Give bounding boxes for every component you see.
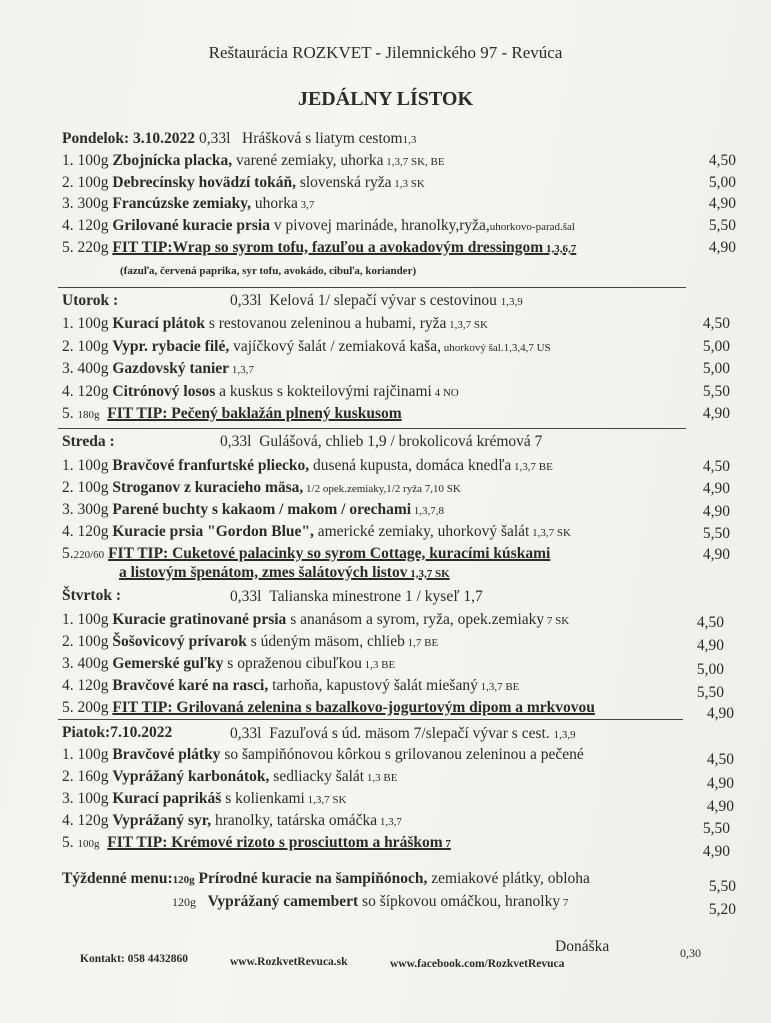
item-allergens: 1,3 SK (391, 178, 425, 190)
soup (220, 433, 542, 451)
item-allergens: uhorkový šal.1,3,4,7 US (440, 342, 551, 354)
item-number: 1. (62, 746, 74, 763)
item-price: 5,50 (696, 684, 724, 701)
item-allergens: 1,3,7 SK (304, 794, 347, 806)
item-price: 4,50 (702, 458, 730, 475)
item-number: 3. (62, 195, 74, 212)
item-price: 4,90 (706, 705, 734, 722)
item-allergens: 1,3 BE (364, 772, 398, 784)
item-name: Citrónový losos (112, 383, 216, 400)
item-name: Šošovicový prívarok (112, 633, 247, 650)
weekly-menu-item (172, 893, 568, 911)
weekly-menu-item (62, 870, 590, 888)
day-tuesday (62, 292, 118, 310)
item-allergens: 1,3,7 SK (407, 568, 450, 580)
item-name: Vyprážaný syr, (112, 812, 212, 829)
item-desc: so šípkovou omáčkou, hranolky (358, 893, 561, 910)
item-number: 3. (62, 655, 74, 672)
item-number: 4. (62, 523, 74, 540)
item-size: 100g (77, 633, 109, 650)
item-desc: zemiakové plátky, obloha (427, 870, 590, 887)
restaurant-header: Reštaurácia ROZKVET - Jilemnického 97 - Revúca (208, 43, 563, 62)
item-size: 100g (77, 479, 109, 496)
item-price: 4,50 (702, 315, 730, 332)
item-desc: s údeným mäsom, chlieb (246, 633, 405, 650)
item-size: 220/60 (73, 549, 105, 561)
menu-item (62, 217, 575, 235)
section-divider (58, 428, 686, 429)
menu-item (62, 315, 488, 333)
menu-item (62, 611, 569, 629)
item-price: 5,50 (702, 383, 730, 400)
item-number: 1. (62, 611, 74, 628)
item-desc: 1/2 opek.zemiaky,1/2 ryža (303, 483, 422, 495)
item-price: 4,90 (706, 798, 734, 815)
item-size: 100g (77, 315, 109, 332)
menu-item (62, 812, 402, 830)
item-name: Gemerské guľky (112, 655, 224, 672)
item-desc: s opraženou cibuľkou (223, 655, 362, 672)
menu-item (62, 360, 254, 378)
item-size: 120g (77, 812, 109, 829)
soup-name: Hrášková s liatym cestom (242, 130, 403, 147)
item-size: 100g (77, 611, 109, 628)
item-name: Kurací paprikáš (112, 790, 222, 807)
day-monday (62, 130, 416, 148)
soup (230, 292, 523, 310)
facebook-link[interactable]: www.facebook.com/RozkvetRevuca (390, 958, 565, 970)
menu-item (62, 338, 551, 356)
soup-allergens: 1,3,9 (500, 296, 523, 308)
item-name: Kuracie prsia "Gordon Blue", (112, 523, 314, 540)
item-price: 4,90 (702, 503, 730, 520)
item-size: 180g (77, 409, 100, 421)
item-desc: so šampiňónovou kôrkou s grilovanou zeleninou a pečené (220, 746, 584, 763)
item-allergens: 7 SK (544, 615, 570, 627)
item-name: Parené buchty s kakaom / makom / orechami (112, 501, 412, 518)
menu-item (62, 677, 519, 695)
menu-item-fit-tip (62, 545, 550, 563)
soup-allergens: 1,3 (402, 134, 417, 146)
item-desc: vajíčkový šalát / zemiaková kaša, (229, 338, 441, 355)
menu-item (62, 790, 346, 808)
soup-allergens: 1,3,9 (553, 729, 576, 741)
fit-tip-note: (fazuľa, červená paprika, syr tofu, avokádo, cibuľa, koriander) (120, 265, 417, 277)
item-price: 5,00 (702, 338, 730, 355)
item-name: FIT TIP: Grilovaná zelenina s bazalkovo-jogurtovým dipom a mrkvovou (112, 699, 595, 716)
item-number: 5. (62, 545, 74, 562)
menu-item (62, 523, 571, 541)
soup-name: Kelová 1/ slepačí vývar s cestovinou (269, 292, 497, 309)
item-name: Bravčové franfurtské pliecko, (112, 457, 310, 474)
item-size: 220g (77, 239, 109, 256)
item-number: 4. (62, 677, 74, 694)
item-number: 4. (62, 217, 74, 234)
item-name: Kurací plátok (112, 315, 205, 332)
item-price: 4,90 (708, 239, 736, 256)
item-allergens: 4 NO (431, 387, 459, 399)
soup-size: 0,33l (230, 292, 262, 309)
soup (230, 725, 576, 743)
item-name: Gazdovský tanier (112, 360, 230, 377)
menu-item (62, 746, 584, 764)
item-number: 2. (62, 174, 74, 191)
item-desc: varené zemiaky, uhorka (232, 152, 384, 169)
soup-size: 0,33l (220, 433, 252, 450)
item-size: 100g (77, 838, 100, 850)
menu-item-fit-tip (62, 239, 576, 257)
item-number: 5. (62, 405, 74, 422)
item-size: 160g (77, 768, 109, 785)
item-size: 120g (77, 523, 109, 540)
contact-phone: Kontakt: 058 4432860 (80, 953, 188, 965)
item-size: 300g (77, 195, 109, 212)
item-name: FIT TIP:Wrap so syrom tofu, fazuľou a avokadovým dressingom (112, 239, 544, 256)
menu-item (62, 152, 445, 170)
item-number: 2. (62, 768, 74, 785)
menu-item (62, 633, 438, 651)
soup-name: Fazuľová s úd. mäsom 7/slepačí vývar s cest. (269, 725, 550, 742)
item-desc: uhorka (251, 195, 298, 212)
day-label: Utorok : (62, 292, 119, 309)
menu-item-fit-tip (62, 834, 451, 852)
item-name: Zbojnícka placka, (112, 152, 233, 169)
item-price: 5,50 (702, 525, 730, 542)
menu-item-fit-tip-line2 (119, 564, 450, 582)
item-allergens: 1,3,7 SK (446, 319, 488, 331)
item-allergens: 1,3,7 SK, BE (383, 156, 445, 168)
item-allergens: 3,7 (297, 199, 315, 211)
item-desc: americké zemiaky, uhorkový šalát (313, 523, 530, 540)
item-number: 5. (62, 239, 74, 256)
item-number: 2. (62, 633, 74, 650)
item-desc: sedliacky šalát (269, 768, 365, 785)
website-link[interactable]: www.RozkvetRevuca.sk (230, 956, 348, 968)
item-size: 300g (77, 501, 109, 518)
item-allergens: 1,3,7,8 (411, 505, 445, 517)
item-price: 4,90 (702, 843, 730, 860)
day-label: Štvrtok : (62, 587, 121, 604)
soup-size: 0,33l (230, 725, 262, 742)
item-number: 5. (62, 834, 74, 851)
item-price: 5,00 (696, 661, 724, 678)
item-number: 3. (62, 360, 74, 377)
delivery-price: 0,30 (680, 946, 701, 960)
item-allergens: 1,3,7 SK (529, 527, 571, 539)
item-price: 4,90 (706, 775, 734, 792)
item-number: 3. (62, 790, 74, 807)
section-divider (58, 719, 683, 720)
item-size: 120g (172, 874, 195, 886)
item-desc: tarhoňa, kapustový šalát miešaný (268, 677, 478, 694)
item-price: 5,50 (708, 878, 736, 895)
item-price: 5,50 (708, 217, 736, 234)
item-name: Grilované kuracie prsia (112, 217, 270, 234)
item-size: 100g (77, 338, 109, 355)
item-name: Vyprážaný karbonátok, (112, 768, 270, 785)
item-price: 4,90 (696, 637, 724, 654)
soup-name: Gulášová, chlieb 1,9 / brokolicová krémová 7 (259, 433, 543, 450)
item-allergens: 7 (560, 897, 569, 909)
item-desc: s kolienkami (221, 790, 305, 807)
delivery-label: Donáška (555, 938, 610, 955)
menu-item (62, 479, 461, 497)
item-allergens: 7,10 SK (421, 483, 461, 495)
item-name: FIT TIP: Pečený baklažán plnený kuskusom (107, 405, 402, 422)
item-price: 4,50 (708, 152, 736, 169)
item-price: 5,50 (702, 820, 730, 837)
item-name: Prírodné kuracie na šampiňónoch, (198, 870, 428, 887)
weekly-label: Týždenné menu: (62, 870, 173, 887)
item-price: 5,00 (708, 174, 736, 191)
item-name: Kuracie gratinované prsia (112, 611, 287, 628)
item-price: 4,50 (706, 751, 734, 768)
item-name: Francúzske zemiaky, (112, 195, 251, 212)
item-desc: slovenská ryža (295, 174, 392, 191)
item-size: 400g (77, 360, 109, 377)
item-size: 200g (77, 699, 109, 716)
item-allergens: 1,3,7 BE (511, 461, 553, 473)
menu-item (62, 195, 314, 213)
menu-item (62, 457, 553, 475)
item-size: 120g (172, 895, 196, 909)
item-number: 1. (62, 152, 74, 169)
item-number: 2. (62, 338, 74, 355)
item-allergens: 7 (442, 838, 451, 850)
menu-item-fit-tip (62, 405, 402, 423)
item-allergens: 1,3,7 (229, 364, 254, 376)
item-size: 100g (77, 174, 109, 191)
item-allergens: uhorkovo-parad.šal (489, 221, 575, 233)
item-price: 5,20 (708, 901, 736, 918)
day-thursday (62, 587, 121, 605)
item-allergens: 1,3,6,7 (543, 243, 577, 255)
item-name: Vyprážaný camembert (207, 893, 359, 910)
menu-item (62, 768, 397, 786)
item-price: 4,90 (702, 405, 730, 422)
soup-size: 0,33l (198, 130, 231, 147)
item-desc: a kuskus s kokteilovými rajčinami (215, 383, 432, 400)
item-name: FIT TIP: Cuketové palacinky so syrom Cottage, kuracími kúskami (108, 545, 551, 562)
day-label: Pondelok: 3.10.2022 (62, 130, 196, 147)
item-allergens: 1,3 BE (361, 659, 396, 671)
item-name: Debrecínsky hovädzí tokáň, (112, 174, 296, 191)
item-allergens: 1,3,7 BE (477, 681, 520, 693)
item-number: 1. (62, 315, 74, 332)
soup (230, 588, 483, 606)
soup-size: 0,33l (230, 588, 262, 605)
day-friday (62, 724, 172, 742)
item-desc: s ananásom a syrom, ryža, opek.zemiaky (286, 611, 545, 628)
day-label: Streda : (62, 433, 115, 450)
section-divider (58, 287, 686, 288)
item-price: 4,90 (708, 195, 736, 212)
item-number: 1. (62, 457, 74, 474)
day-wednesday (62, 433, 115, 451)
menu-item-fit-tip (62, 699, 595, 717)
item-allergens: 1,3,7 (377, 816, 402, 828)
menu-item (62, 655, 395, 673)
item-size: 120g (77, 217, 109, 234)
item-desc: s restovanou zeleninou a hubami, ryža (204, 315, 447, 332)
item-number: 3. (62, 501, 74, 518)
item-name: FIT TIP: Krémové rizoto s prosciuttom a hráškom (107, 834, 443, 851)
item-desc: hranolky, tatárska omáčka (211, 812, 378, 829)
day-label: Piatok:7.10.2022 (62, 724, 173, 741)
item-size: 400g (77, 655, 109, 672)
item-number: 4. (62, 383, 74, 400)
item-name: Bravčové plátky (112, 746, 221, 763)
item-price: 4,50 (696, 614, 724, 631)
item-desc: v pivovej marináde, hranolky,ryža, (269, 217, 490, 234)
item-name: Vypr. rybacie filé, (112, 338, 230, 355)
item-number: 5. (62, 699, 74, 716)
item-price: 5,00 (702, 360, 730, 377)
item-size: 120g (77, 677, 109, 694)
item-number: 2. (62, 479, 74, 496)
item-size: 100g (77, 152, 109, 169)
menu-item (62, 501, 444, 519)
soup-name: Talianska minestrone 1 / kyseľ 1,7 (269, 588, 483, 605)
item-size: 100g (77, 746, 109, 763)
item-size: 100g (77, 457, 109, 474)
menu-item (62, 174, 425, 192)
item-size: 100g (77, 790, 109, 807)
item-size: 120g (77, 383, 109, 400)
item-name: Stroganov z kuracieho mäsa, (112, 479, 304, 496)
menu-title: JEDÁLNY LÍSTOK (297, 88, 474, 110)
item-price: 4,90 (702, 480, 730, 497)
item-desc: dusená kupusta, domáca knedľa (309, 457, 512, 474)
item-name: Bravčové karé na rasci, (112, 677, 269, 694)
item-name-line2: a listovým špenátom, zmes šalátových listov (119, 564, 408, 581)
item-number: 4. (62, 812, 74, 829)
item-allergens: 1,7 BE (404, 637, 439, 649)
item-price: 4,90 (702, 546, 730, 563)
menu-item (62, 383, 459, 401)
